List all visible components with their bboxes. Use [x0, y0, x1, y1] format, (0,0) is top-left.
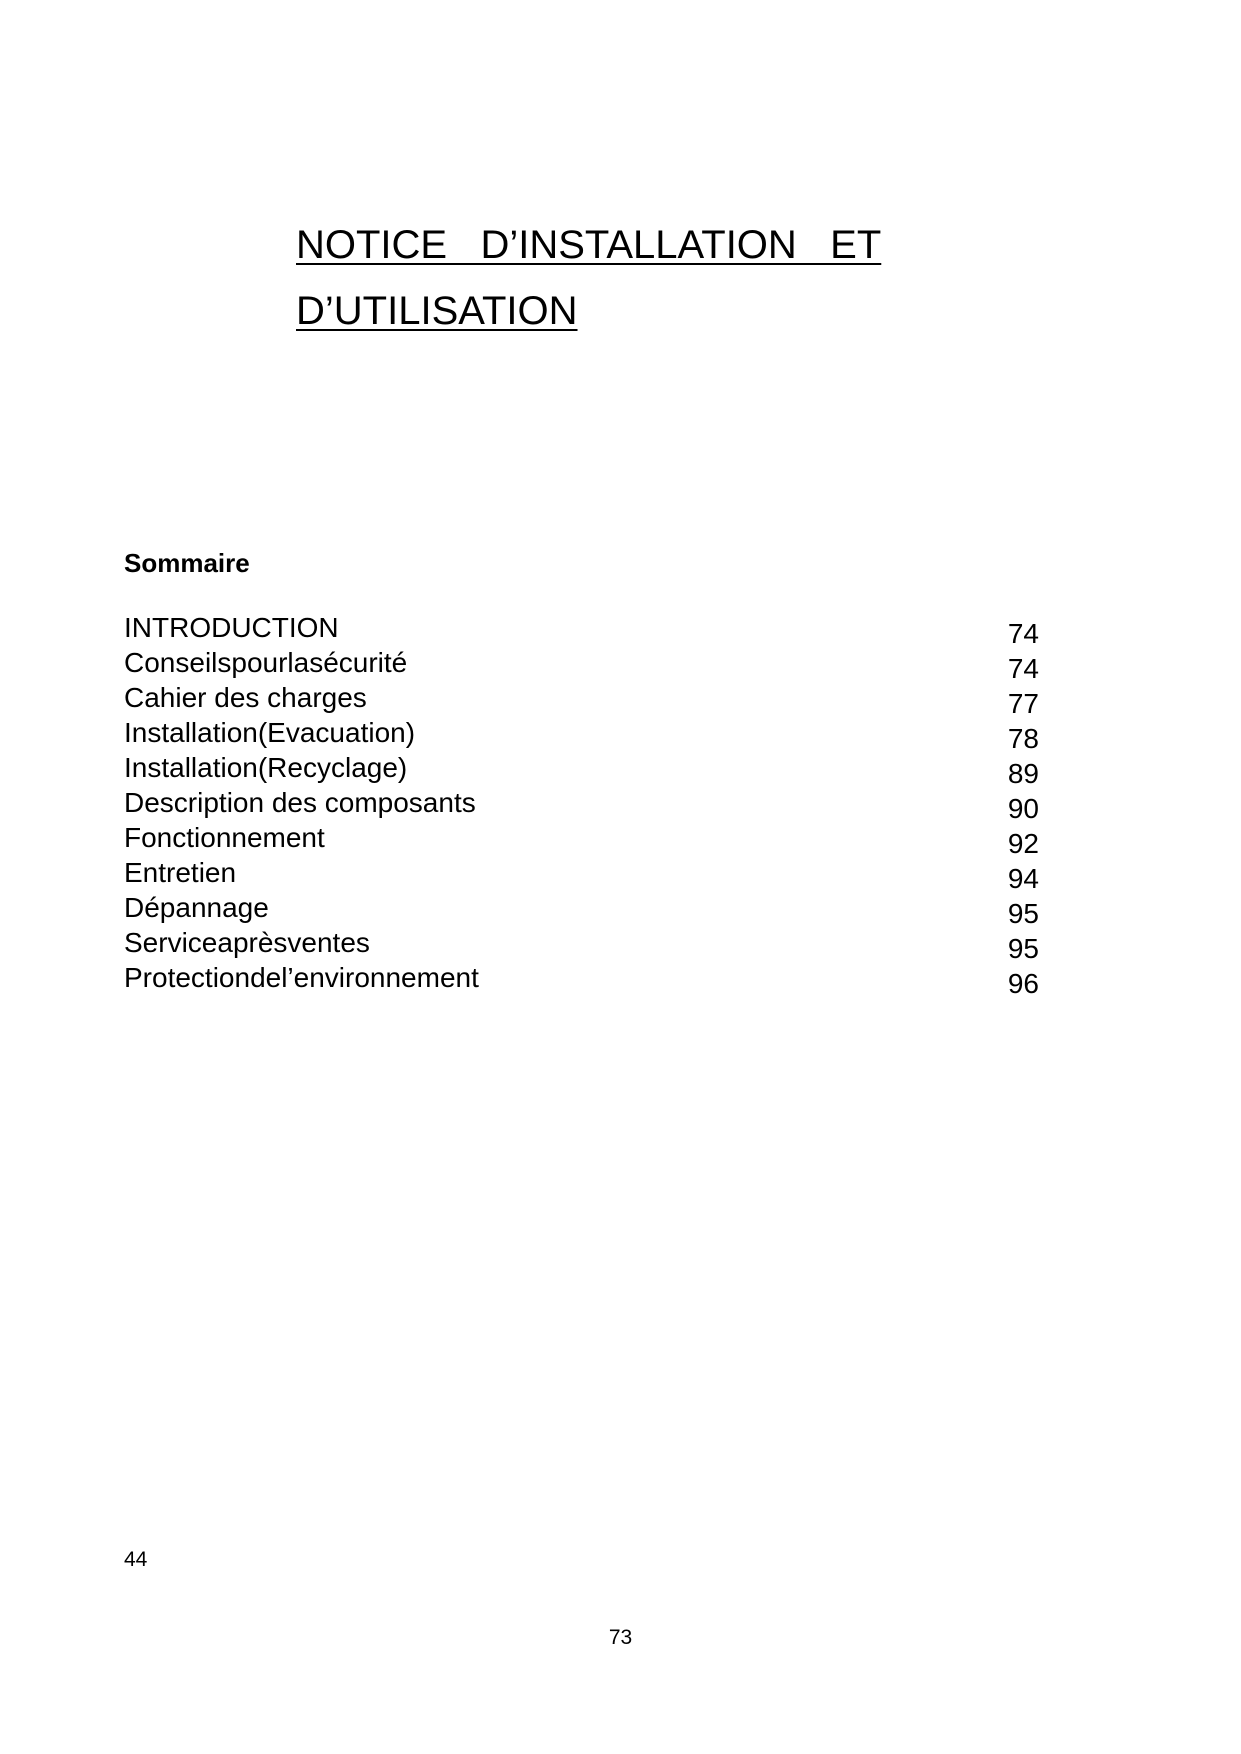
page-number: 73 [608, 1626, 633, 1649]
toc-item-label: Installation(Evacuation) [124, 717, 416, 748]
toc-item-installation-recyclage [124, 752, 1039, 787]
toc-item-protection [124, 962, 1039, 997]
toc-item-page: 78 [1007, 723, 1039, 754]
title-line-2: D’UTILISATION [296, 289, 578, 333]
toc-item-cahier [124, 682, 1039, 717]
toc-item-service [124, 927, 1039, 962]
toc-item-label: Description des composants [124, 787, 476, 818]
toc-item-depannage [124, 892, 1039, 927]
toc-item-label: Dépannage [124, 892, 269, 923]
toc-item-label: Cahier des charges [124, 682, 367, 713]
document-title [296, 212, 936, 344]
toc-item-page: 92 [1007, 828, 1039, 859]
footer-left-number: 44 [124, 1548, 148, 1571]
toc-item-page: 74 [1007, 618, 1039, 649]
title-line-1: NOTICE D’INSTALLATION ET [296, 223, 882, 267]
toc-item-fonctionnement [124, 822, 1039, 857]
toc-item-label: Serviceaprèsventes [124, 927, 370, 958]
toc-item-page: 96 [1007, 968, 1039, 999]
toc-item-page: 95 [1007, 898, 1039, 929]
toc-item-label: Protectiondel’environnement [124, 962, 479, 993]
sommaire-heading: Sommaire [124, 548, 250, 578]
toc-item-conseils [124, 647, 1039, 682]
toc-item-installation-evacuation [124, 717, 1039, 752]
toc-item-label: Fonctionnement [124, 822, 325, 853]
toc-item-introduction [124, 612, 1039, 647]
toc-item-page: 74 [1007, 653, 1039, 684]
toc-item-label: Entretien [124, 857, 237, 888]
toc-item-entretien [124, 857, 1039, 892]
toc-item-page: 90 [1007, 793, 1039, 824]
toc-item-page: 95 [1007, 933, 1039, 964]
toc-item-page: 89 [1007, 758, 1039, 789]
toc-item-page: 77 [1007, 688, 1039, 719]
toc-item-label: Installation(Recyclage) [124, 752, 408, 783]
toc-item-page: 94 [1007, 863, 1039, 894]
table-of-contents [124, 612, 1039, 997]
toc-item-label: INTRODUCTION [124, 612, 339, 643]
toc-item-description [124, 787, 1039, 822]
toc-item-label: Conseilspourlasécurité [124, 647, 408, 678]
